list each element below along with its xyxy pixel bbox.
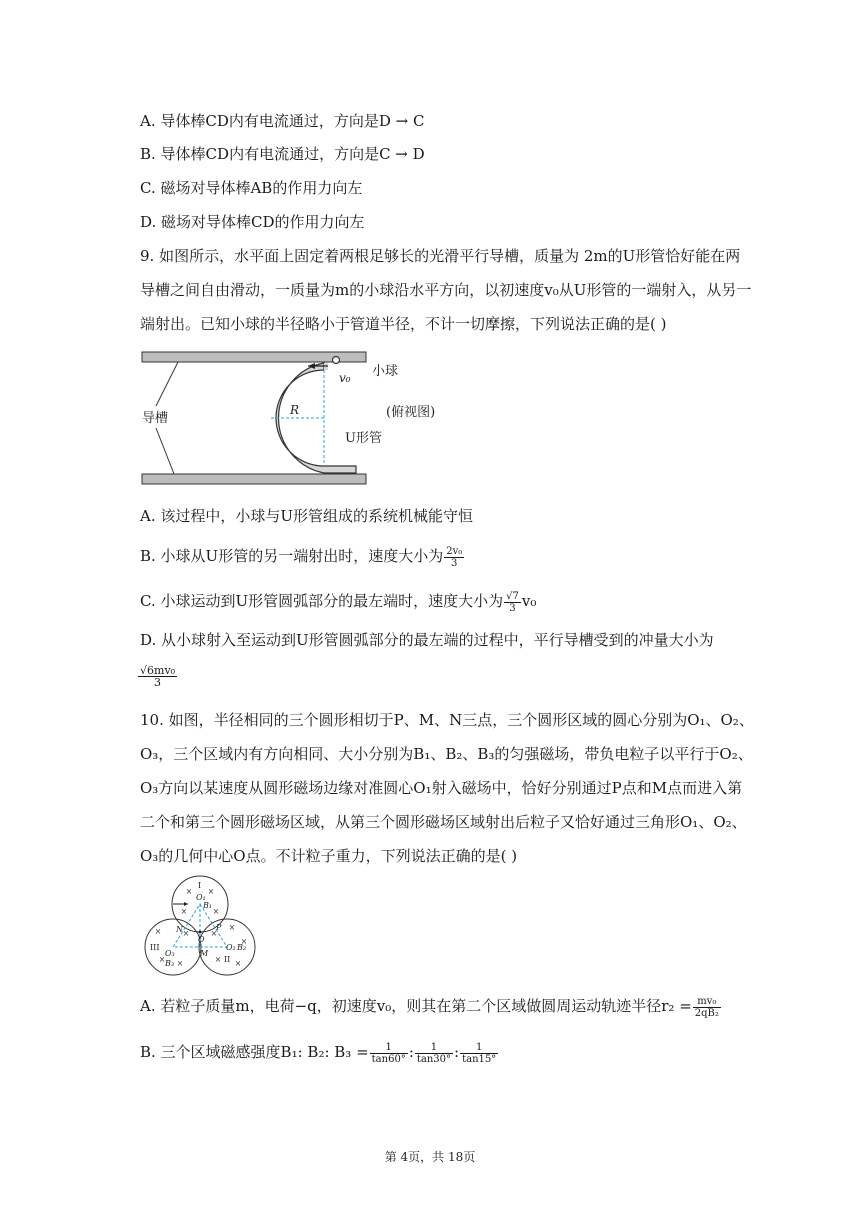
q9-option-b: B. 小球从U形管的另一端射出时，速度大小为 $\frac{\text{2v₀}}{3}$ bbox=[140, 545, 463, 569]
q8-option-c: C. 磁场对导体棒AB的作用力向左 bbox=[140, 179, 363, 197]
svg-text:×: × bbox=[180, 907, 188, 916]
q10-stem-line4: 二个和第三个圆形磁场区域，从第三个圆形磁场区域射出后粒子又恰好通过三角形O₁、O₂、 bbox=[140, 813, 747, 831]
q10-stem-line2: O₃，三个区域内有方向相同、大小分别为B₁、B₂、B₃的匀强磁场，带负电粒子以平行于O₂、 bbox=[140, 745, 753, 763]
label-N: N bbox=[176, 925, 183, 934]
svg-text:×: × bbox=[228, 923, 236, 932]
svg-text:×: × bbox=[182, 929, 190, 938]
q9-stem-line3: 端射出。已知小球的半径略小于管道半径，不计一切摩擦，下列说法正确的是( ) bbox=[140, 315, 667, 333]
groove-label: 导槽 bbox=[142, 411, 169, 426]
label-region-II: II bbox=[224, 955, 231, 964]
svg-text:×: × bbox=[240, 937, 248, 946]
label-region-III: III bbox=[150, 943, 160, 952]
svg-text:×: × bbox=[176, 959, 184, 968]
q9-option-b-fraction: $\frac{\text{2v₀}}{3}$ bbox=[446, 545, 463, 569]
q10-option-a-fraction: $\frac{\text{mv₀}}{\text{2qB₂}}$ bbox=[694, 995, 719, 1019]
svg-text:×: × bbox=[212, 907, 220, 916]
q9-option-a: A. 该过程中，小球与U形管组成的系统机械能守恒 bbox=[140, 507, 474, 525]
q8-option-d: D. 磁场对导体棒CD的作用力向左 bbox=[140, 213, 365, 231]
v0-label: v₀ bbox=[339, 371, 351, 385]
q9-option-d-fraction: $\frac{\text{√6mv₀}}{3}$ bbox=[140, 663, 176, 689]
q9-stem-line2: 导槽之间自由滑动，一质量为m的小球沿水平方向，以初速度v₀从U形管的一端射入，从另一 bbox=[140, 281, 752, 299]
label-O: O bbox=[198, 935, 205, 944]
label-O2: O₂ bbox=[226, 943, 236, 952]
q10-stem-line3: O₃方向以某速度从圆形磁场边缘对准圆心O₁射入磁场中，恰好分别通过P点和M点而进入第 bbox=[140, 779, 743, 797]
q9-figure-u-tube bbox=[138, 348, 438, 488]
q10-stem-line1: 10. 如图，半径相同的三个圆形相切于P、M、N三点，三个圆形区域的圆心分别为O₁、O₂、 bbox=[140, 711, 754, 729]
q9-stem-line1: 9. 如图所示，水平面上固定着两根足够长的光滑平行导槽，质量为 2m的U形管恰好能在两 bbox=[140, 247, 741, 265]
ball bbox=[333, 357, 340, 364]
view-label: (俯视图) bbox=[386, 405, 436, 420]
svg-text:×: × bbox=[207, 887, 215, 896]
q10-option-a: A. 若粒子质量m，电荷−q，初速度v₀，则其在第二个区域做圆周运动轨迹半径r₂ = $\frac{\text{mv₀}}{\text{2qB₂}}$ bbox=[140, 995, 719, 1019]
label-O1: O₁ bbox=[196, 893, 206, 902]
svg-text:×: × bbox=[210, 929, 218, 938]
q8-option-b: B. 导体棒CD内有电流通过，方向是C → D bbox=[140, 145, 425, 163]
ball-label: 小球 bbox=[372, 364, 399, 379]
label-O3: O₃ bbox=[165, 949, 175, 958]
label-B2: B₂ bbox=[237, 943, 247, 952]
svg-text:×: × bbox=[214, 955, 222, 964]
q10-stem-line5: O₃的几何中心O点。不计粒子重力，下列说法正确的是( ) bbox=[140, 847, 518, 865]
q9-option-d: D. 从小球射入至运动到U形管圆弧部分的最左端的过程中，平行导槽受到的冲量大小为 bbox=[140, 631, 714, 649]
q10-figure-three-circles bbox=[140, 874, 260, 978]
q8-option-a: A. 导体棒CD内有电流通过，方向是D → C bbox=[140, 112, 425, 130]
q10-option-b: B. 三个区域磁感强度B₁: B₂: B₃ = $\frac{1}{\tan 60^\circ}$ : $\frac{1}{\tan 30^\circ}$ : $\frac{1}{\tan 15^\circ}$ bbox=[140, 1041, 497, 1065]
q9-option-d-fraction-line bbox=[140, 664, 178, 688]
svg-text:×: × bbox=[158, 955, 166, 964]
label-B3: B₃ bbox=[165, 959, 175, 968]
groove-bottom bbox=[142, 474, 366, 484]
label-P: P bbox=[216, 923, 222, 932]
page-footer: 第 4页，共 18页 bbox=[384, 1150, 476, 1164]
label-M: M bbox=[200, 949, 209, 958]
radius-label: R bbox=[290, 403, 300, 417]
label-region-I: I bbox=[198, 881, 202, 890]
q9-option-c-fraction: $\frac{√7}{3}$ bbox=[506, 590, 519, 614]
q9-option-c: C. 小球运动到U形管圆弧部分的最左端时，速度大小为 $\frac{√7}{3}$ v₀ bbox=[140, 590, 537, 614]
label-B1: B₁ bbox=[203, 901, 213, 910]
svg-text:×: × bbox=[234, 959, 242, 968]
tube-label: U形管 bbox=[345, 431, 382, 446]
svg-text:×: × bbox=[185, 887, 193, 896]
svg-text:×: × bbox=[154, 927, 162, 936]
